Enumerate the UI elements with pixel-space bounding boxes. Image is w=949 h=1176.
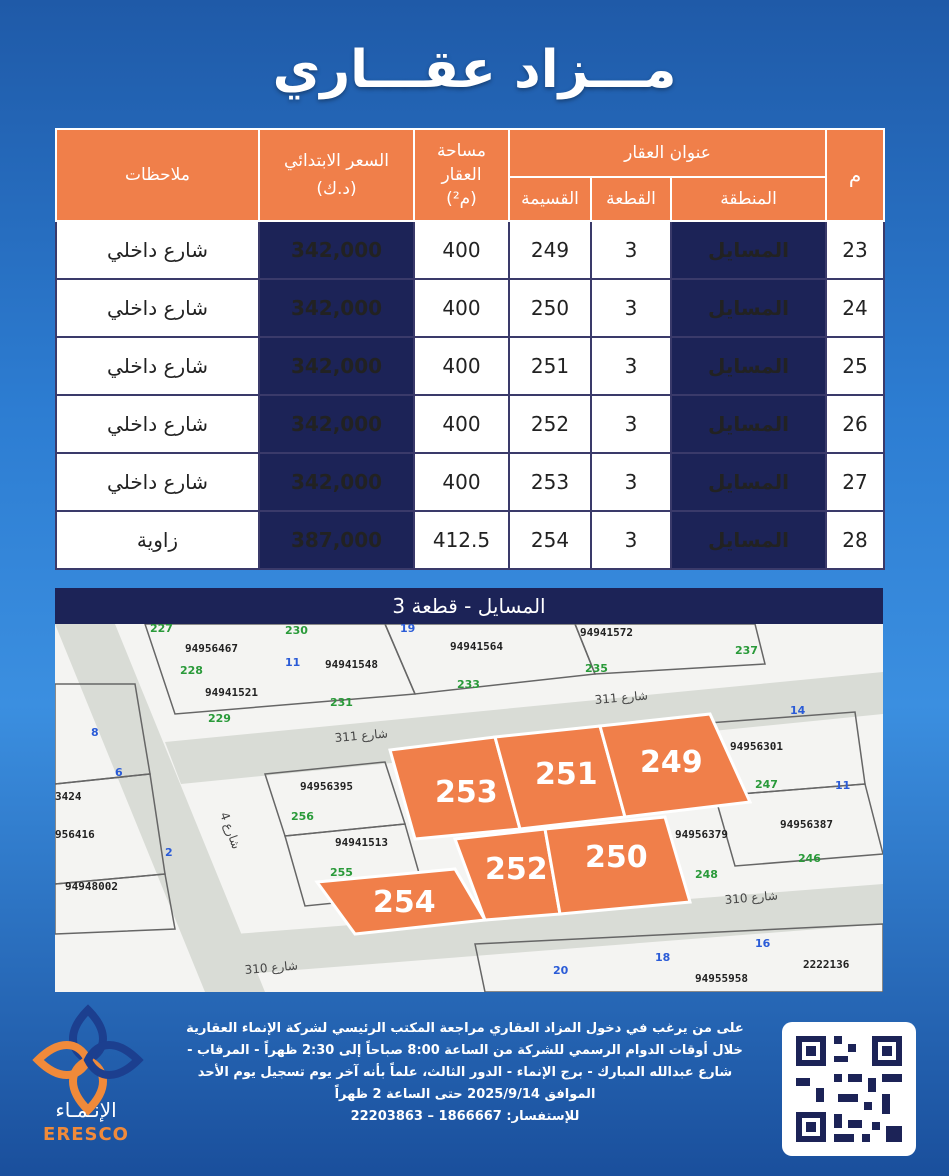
green-label: 256	[291, 810, 314, 823]
parcel-label: 3424	[55, 790, 82, 803]
row-region: المسايل	[671, 337, 826, 395]
green-label: 255	[330, 866, 353, 879]
row-index: 25	[826, 337, 884, 395]
logo-english: ERESCO	[43, 1124, 129, 1145]
plot-label: 252	[485, 852, 548, 887]
qr-code[interactable]	[782, 1022, 916, 1156]
row-note: شارع داخلي	[56, 279, 259, 337]
header-notes: ملاحظات	[56, 129, 259, 221]
logo-arabic: الإنـمـاء	[55, 1098, 117, 1122]
row-index: 28	[826, 511, 884, 569]
row-index: 24	[826, 279, 884, 337]
row-price: 342,000	[259, 279, 414, 337]
auction-table	[55, 128, 885, 570]
parcel-label: 94941564	[450, 640, 503, 653]
green-label: 227	[150, 624, 173, 635]
header-price-line1: السعر الابتدائي	[284, 151, 389, 171]
row-block: 3	[591, 511, 671, 569]
map-title: المسايل - قطعة 3	[55, 588, 883, 624]
blue-label: 18	[655, 951, 671, 964]
row-note: شارع داخلي	[56, 337, 259, 395]
row-index: 23	[826, 221, 884, 279]
parcel-label: 956416	[55, 828, 95, 841]
row-price: 342,000	[259, 395, 414, 453]
green-label: 247	[755, 778, 778, 791]
row-block: 3	[591, 279, 671, 337]
parcel-label: 94956387	[780, 818, 833, 831]
row-region: المسايل	[671, 279, 826, 337]
row-plot: 249	[509, 221, 591, 279]
footer-line: للإستفسار: 1866667 – 22203863	[350, 1109, 580, 1124]
green-label: 230	[285, 624, 308, 637]
parcel-label: 94941513	[335, 836, 388, 849]
header-index: م	[826, 129, 884, 221]
header-price-unit: (د.ك)	[316, 179, 357, 199]
green-label: 229	[208, 712, 231, 725]
row-area: 400	[414, 395, 509, 453]
header-price	[259, 129, 414, 221]
plot-label: 254	[373, 885, 436, 920]
green-label: 248	[695, 868, 718, 881]
header-area-unit: (م²)	[446, 189, 477, 209]
parcel-label: 94941521	[205, 686, 258, 699]
row-block: 3	[591, 221, 671, 279]
table-row	[56, 395, 884, 453]
footer-line: الموافق 2025/9/14 حتى الساعة 2 ظهراً	[334, 1087, 596, 1102]
parcel-label: 94941572	[580, 626, 633, 639]
street-label: شارع 310	[724, 888, 779, 907]
blue-label: 2	[165, 846, 173, 859]
row-note: زاوية	[56, 511, 259, 569]
header-area-line2: العقار	[441, 165, 482, 185]
parcel-label: 94948002	[65, 880, 118, 893]
row-plot: 253	[509, 453, 591, 511]
blue-label: 11	[835, 779, 851, 792]
header-plot: القسيمة	[509, 177, 591, 221]
row-region: المسايل	[671, 453, 826, 511]
row-plot: 254	[509, 511, 591, 569]
green-label: 228	[180, 664, 203, 677]
row-index: 26	[826, 395, 884, 453]
row-area: 412.5	[414, 511, 509, 569]
row-plot: 250	[509, 279, 591, 337]
row-block: 3	[591, 337, 671, 395]
table-row	[56, 279, 884, 337]
blue-label: 6	[115, 766, 123, 779]
blue-label: 16	[755, 937, 771, 950]
header-block: القطعة	[591, 177, 671, 221]
row-price: 342,000	[259, 453, 414, 511]
road-vertical	[55, 624, 265, 992]
plot-label: 251	[535, 757, 598, 792]
street-label: شارع 310	[244, 958, 299, 977]
parcel-label: 94941548	[325, 658, 378, 671]
row-note: شارع داخلي	[56, 453, 259, 511]
row-note: شارع داخلي	[56, 395, 259, 453]
row-plot: 252	[509, 395, 591, 453]
table-row	[56, 453, 884, 511]
header-area	[414, 129, 509, 221]
row-price: 342,000	[259, 337, 414, 395]
footer-line: شارع عبدالله المبارك - برج الإنماء - الدور الثالث، علماً بأنه آخر يوم تسجيل يوم الأحد	[197, 1065, 733, 1080]
green-label: 246	[798, 852, 821, 865]
table-row	[56, 511, 884, 569]
plot-label: 253	[435, 775, 498, 810]
row-area: 400	[414, 453, 509, 511]
footer-line: خلال أوقات الدوام الرسمي للشركة من الساعة 8:00 صباحاً إلى 2:30 ظهراً - المرقاب -	[187, 1043, 743, 1058]
plot-label: 250	[585, 840, 648, 875]
row-note: شارع داخلي	[56, 221, 259, 279]
row-plot: 251	[509, 337, 591, 395]
footer-line: على من يرغب في دخول المزاد العقاري مراجعة المكتب الرئيسي لشركة الإنماء العقارية	[186, 1021, 744, 1036]
header-area-line1: مساحة	[436, 141, 487, 161]
site-map	[55, 624, 883, 992]
site-map-svg	[55, 624, 883, 992]
page-title: مـــزاد عقـــاري	[272, 40, 677, 100]
green-label: 237	[735, 644, 758, 657]
green-label: 235	[585, 662, 608, 675]
blue-label: 19	[400, 624, 416, 635]
row-area: 400	[414, 337, 509, 395]
row-index: 27	[826, 453, 884, 511]
row-region: المسايل	[671, 395, 826, 453]
parcel-label: 94956395	[300, 780, 353, 793]
parcel-label: 94956301	[730, 740, 783, 753]
parcel-label: 2222136	[803, 958, 850, 971]
plot-label: 249	[640, 745, 703, 780]
parcel-label: 94955958	[695, 972, 748, 985]
parcel-label: 94956379	[675, 828, 728, 841]
street-label: شارع 311	[334, 726, 389, 745]
table-row	[56, 221, 884, 279]
blue-label: 20	[553, 964, 569, 977]
street-label: شارع 311	[594, 688, 649, 707]
row-price: 342,000	[259, 221, 414, 279]
row-region: المسايل	[671, 511, 826, 569]
row-block: 3	[591, 453, 671, 511]
header-address: عنوان العقار	[509, 129, 826, 177]
green-label: 231	[330, 696, 353, 709]
blue-label: 8	[91, 726, 99, 739]
row-area: 400	[414, 279, 509, 337]
header-region: المنطقة	[671, 177, 826, 221]
footer-info	[160, 1018, 770, 1128]
qr-code-icon	[782, 1022, 916, 1156]
row-area: 400	[414, 221, 509, 279]
street-label: شارع 4	[217, 810, 244, 851]
row-price: 387,000	[259, 511, 414, 569]
green-label: 233	[457, 678, 480, 691]
table-row	[56, 337, 884, 395]
blue-label: 11	[285, 656, 301, 669]
row-block: 3	[591, 395, 671, 453]
row-region: المسايل	[671, 221, 826, 279]
parcel-label: 94956467	[185, 642, 238, 655]
blue-label: 14	[790, 704, 806, 717]
